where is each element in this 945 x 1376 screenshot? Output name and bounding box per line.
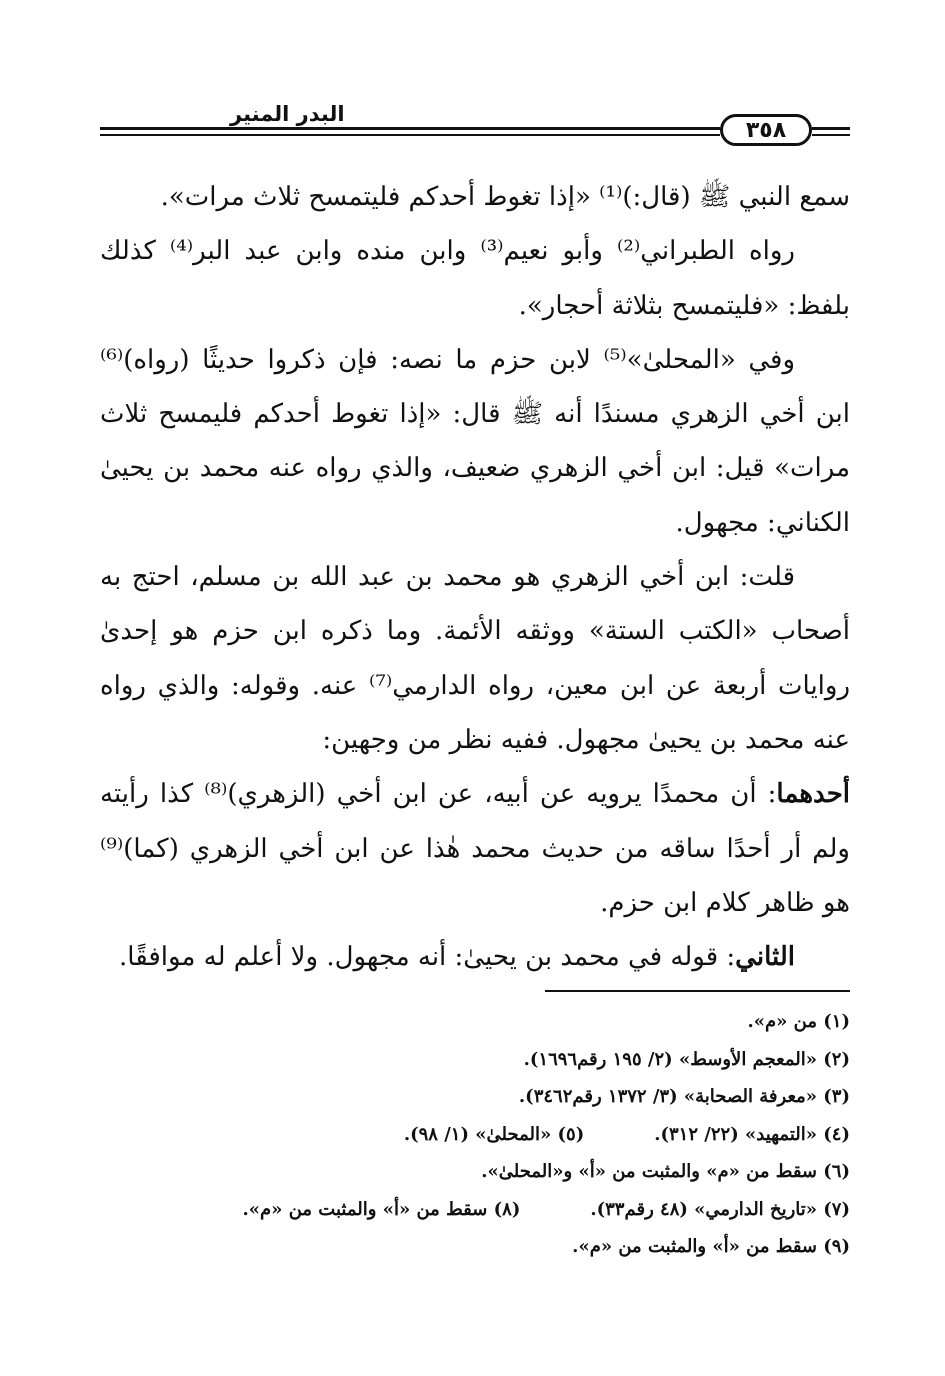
paragraph-2: رواه الطبراني⁽²⁾ وأبو نعيم⁽³⁾ وابن منده وابن عبد البر⁽⁴⁾ كذلك بلفظ: «فليتمسح بثلاثة أحجار». [100, 236, 850, 321]
paragraph-4: قلت: ابن أخي الزهري هو محمد بن عبد الله بن مسلم، احتج به أصحاب «الكتب الستة» ووثقه الأئمة. وما ذكره ابن حزم هو إحدىٰ روايات أربعة عن ابن معين، رواه الدارمي⁽⁷⁾ عنه. وقوله: والذي رواه عنه محمد بن يحيىٰ مجهول. ففيه نظر من وجهين: [100, 562, 851, 755]
paragraph-5-lead: أحدهما [776, 779, 850, 810]
footnote-4: (٤) «التمهيد» (٢٢/ ٣١٢). [654, 1123, 850, 1145]
footnote-8: (٨) سقط من «أ» والمثبت من «م». [242, 1198, 521, 1220]
footnote-separator [545, 990, 850, 992]
paragraph-5 [100, 767, 850, 930]
header-rule-thin [100, 134, 720, 136]
footnote-9: (٩) سقط من «أ» والمثبت من «م». [572, 1236, 850, 1257]
page-number-badge: ٣٥٨ [720, 114, 812, 146]
footnote-line-7-8 [100, 1191, 850, 1229]
paragraph-3: وفي «المحلىٰ»⁽⁵⁾ لابن حزم ما نصه: فإن ذكروا حديثًا (رواه)⁽⁶⁾ ابن أخي الزهري مسندًا أنه ﷺ قال: «إذا تغوط أحدكم فليمسح ثلاث مرات» قيل: ابن أخي الزهري ضعيف، والذي رواه عنه محمد بن يحيىٰ الكناني: مجهول. [100, 344, 850, 538]
footnote-7: (٧) «تاريخ الدارمي» (٤٨ رقم٣٣). [590, 1198, 850, 1220]
header-rule [100, 127, 720, 130]
footnote-line-4-5 [100, 1116, 850, 1154]
main-text [100, 170, 850, 984]
paragraph-5-text: : أن محمدًا يرويه عن أبيه، عن ابن أخي (الزهري)⁽⁸⁾ كذا رأيته ولم أر أحدًا ساقه من حديث محمد هٰذا عن ابن أخي الزهري (كما)⁽⁹⁾ هو ظاهر كلام ابن حزم. [100, 779, 850, 918]
footnote-6: (٦) سقط من «م» والمثبت من «أ» و«المحلىٰ». [481, 1161, 850, 1182]
footnote-5: (٥) «المحلىٰ» (١/ ٩٨). [403, 1123, 585, 1145]
page-header [100, 100, 850, 155]
paragraph-6 [100, 930, 850, 984]
header-rule-right [812, 127, 850, 130]
footnote-2: (٢) «المعجم الأوسط» (٢/ ١٩٥ رقم١٦٩٦). [523, 1048, 850, 1070]
footnote-3: (٣) «معرفة الصحابة» (٣/ ١٣٧٢ رقم٣٤٦٢). [518, 1086, 850, 1107]
paragraph-6-text: : قوله في محمد بن يحيىٰ: أنه مجهول. ولا أعلم له موافقًا. [119, 942, 736, 973]
running-title: البدر المنير [230, 102, 345, 126]
footnotes [100, 1003, 850, 1266]
paragraph-6-lead: الثاني [735, 942, 795, 973]
header-rule-right-thin [812, 134, 850, 136]
paragraph-1: سمع النبي ﷺ (قال:)⁽¹⁾ «إذا تغوط أحدكم فليتمسح ثلاث مرات». [160, 182, 850, 212]
footnote-1: (١) من «م». [747, 1011, 850, 1032]
